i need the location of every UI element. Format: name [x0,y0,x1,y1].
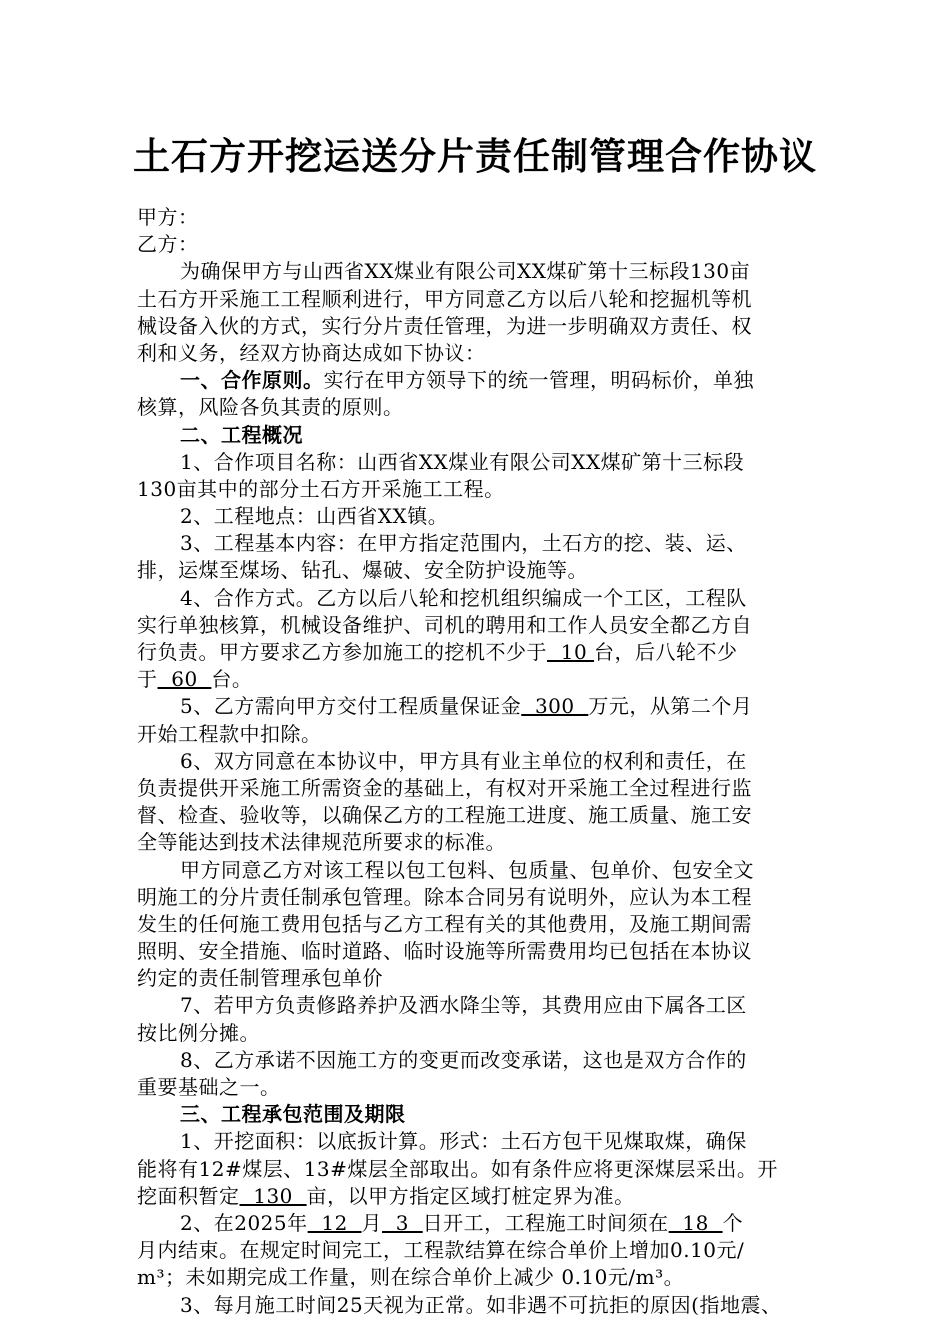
text-line: m³；未如期完成工作量，则在综合单价上减少 0.10元/m³。 [137,1265,685,1290]
text-line: 1、开挖面积：以底扳计算。形式：土石方包干见煤取煤，确保 [180,1129,747,1154]
text-line [137,1183,817,1210]
truck-count-field: 60 [157,667,212,692]
text-line [137,367,817,394]
section-1-text: 实行在甲方领导下的统一管理，明码标价，单独 [323,368,754,393]
text-line: 4、合作方式。乙方以后八轮和挖机组织编成一个工区，工程队 [180,585,747,610]
area-field: 130 [239,1183,307,1208]
text-span: 于 [137,667,158,692]
text-line: 6、双方同意在本协议中，甲方具有业主单位的权利和责任，在 [180,748,747,773]
text-line: 开始工程款中扣除。 [137,721,322,746]
text-line: 重要基础之一。 [137,1075,281,1099]
text-span: 万元，从第二个月 [588,694,753,719]
text-line: 督、检查、验收等，以确保乙方的工程施工进度、施工质量、施工安 [137,803,752,828]
document-body [137,204,817,1319]
text-span: 5、乙方需向甲方交付工程质量保证金 [180,694,522,719]
text-line [137,1210,817,1237]
deposit-amount-field: 300 [521,694,589,719]
intro-paragraph [137,258,817,367]
party-a-line: 甲方： [137,205,199,229]
text-line: 能将有12#煤层、13#煤层全部取出。如有条件应将更深煤层采出。开 [137,1156,778,1181]
text-span: 行负责。甲方要求乙方参加施工的挖机不少于 [137,640,547,664]
text-line: 负责提供开采施工所需资金的基础上，有权对开采施工全过程进行监 [137,775,752,800]
text-line: 7、若甲方负责修路养护及洒水降尘等，其费用应由下属各工区 [180,993,747,1018]
text-line: 2、工程地点：山西省XX镇。 [180,504,449,529]
excavator-count-field: 10 [547,640,595,664]
text-line: 全等能达到技术法律规范所要求的标准。 [137,830,506,855]
text-line: 按比例分摊。 [137,1020,260,1045]
text-line: 8、乙方承诺不因施工方的变更而改变承诺，这也是双方合作的 [180,1047,747,1072]
section-3-heading: 三、工程承包范围及期限 [180,1102,406,1127]
text-line: 3、每月施工时间25天视为正常。如非遇不可抗拒的原因(指地震、 [180,1292,782,1317]
duration-months-field: 18 [668,1210,723,1235]
text-span: 挖面积暂定 [137,1183,240,1208]
text-line: 约定的责任制管理承包单价 [137,966,383,991]
section-1-heading: 一、合作原则。 [180,368,324,393]
text-span: 个 [722,1210,744,1235]
text-line: 3、工程基本内容：在甲方指定范围内，土石方的挖、装、运、 [180,531,747,556]
text-span: 日开工，工程施工时间须在 [422,1210,669,1235]
text-line: 为确保甲方与山西省XX煤业有限公司XX煤矿第十三标段130亩 [180,259,751,284]
text-line: 排，运煤至煤场、钻孔、爆破、安全防护设施等。 [137,558,588,583]
text-span: 2、在2025年 [180,1210,308,1235]
text-span: 台，后八轮不少 [594,640,738,664]
text-line: 甲方同意乙方对该工程以包工包料、包质量、包单价、包安全文 [180,857,754,882]
text-line: 利和义务，经双方协商达成如下协议： [137,340,486,365]
text-span: 台。 [211,667,253,692]
section-1 [137,367,817,421]
text-line [137,693,817,720]
section-3 [137,1101,817,1319]
text-line: 月内结束。在规定时间完工，工程款结算在综合单价上增加0.10元/ [137,1238,745,1263]
text-line: 1、合作项目名称：山西省XX煤业有限公司XX煤矿第十三标段 [180,449,745,474]
text-line [137,666,817,693]
text-line: 实行单独核算，机械设备维护、司机的聘用和工作人员安全都乙方自 [137,612,752,637]
document-title: 土石方开挖运送分片责任制管理合作协议 [133,135,817,178]
text-line: 土石方开采施工工程顺利进行，甲方同意乙方以后八轮和挖掘机等机 [137,286,752,311]
text-line: 核算，风险各负其责的原则。 [137,395,404,420]
start-month-field: 12 [307,1210,362,1235]
text-span: 月 [361,1210,383,1235]
text-line: 130亩其中的部分土石方开采施工工程。 [137,476,505,501]
text-line: 明施工的分片责任制承包管理。除本合同另有说明外，应认为本工程 [137,884,752,909]
section-2 [137,422,817,1102]
section-2-heading: 二、工程概况 [180,422,303,447]
text-line: 械设备入伙的方式，实行分片责任管理，为进一步明确双方责任、权 [137,313,752,338]
text-span: 亩，以甲方指定区域打桩定界为准。 [306,1183,635,1208]
start-day-field: 3 [382,1210,423,1235]
text-line: 照明、安全措施、临时道路、临时设施等所需费用均已包括在本协议 [137,939,752,964]
party-b-line: 乙方： [137,232,199,257]
text-line: 发生的任何施工费用包括与乙方工程有关的其他费用，及施工期间需 [137,911,752,936]
text-line [137,639,817,666]
